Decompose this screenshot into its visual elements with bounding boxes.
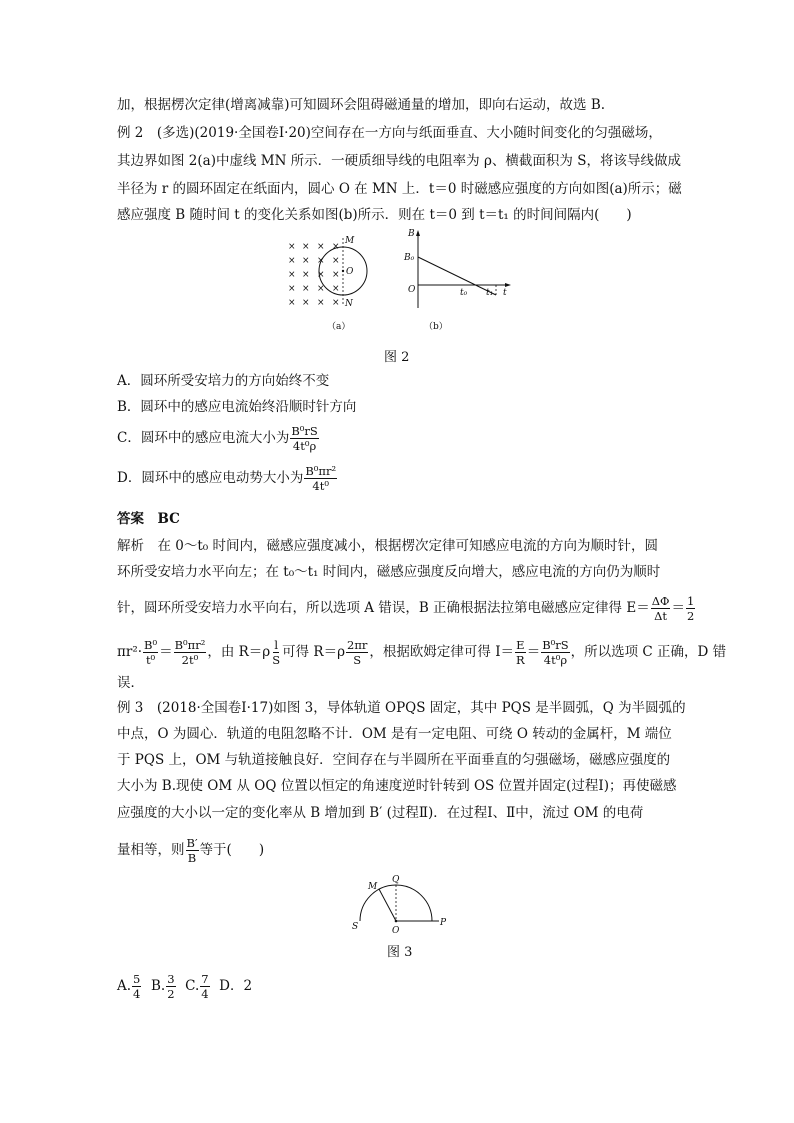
analysis-line-3 bbox=[117, 594, 696, 623]
cross-mark: × bbox=[288, 256, 296, 266]
label-m: M bbox=[368, 882, 378, 892]
fraction bbox=[143, 638, 158, 667]
cross-mark: × bbox=[288, 270, 296, 280]
option-a-fraction bbox=[132, 972, 141, 1001]
label-n: N bbox=[345, 299, 353, 309]
cross-mark: × bbox=[317, 284, 325, 294]
cross-mark: × bbox=[302, 284, 310, 294]
caption-a: （a） bbox=[327, 322, 351, 332]
example3-line-5: 应强度的大小以一定的变化率从 B 增加到 B′ (过程Ⅱ)．在过程Ⅰ、Ⅱ中，流过 OM 的电荷 bbox=[117, 805, 644, 821]
cross-mark: × bbox=[332, 298, 340, 308]
option-b-label: B. bbox=[150, 978, 166, 994]
example3-line-6 bbox=[117, 836, 264, 865]
option-d bbox=[117, 464, 338, 493]
frac-num: E bbox=[516, 638, 525, 652]
example2-line-4: 感应强度 B 随时间 t 的变化关系如图(b)所示．则在 t＝0 到 t＝t₁ 的时间间隔内( ) bbox=[117, 207, 632, 223]
frac-den: 2t⁰ bbox=[181, 653, 199, 667]
fraction bbox=[271, 638, 281, 667]
label-t0: t₀ bbox=[460, 288, 468, 298]
option-c bbox=[117, 424, 320, 453]
analysis-line-1: 解析 在 0～t₀ 时间内，磁感应强度减小，根据楞次定律可知感应电流的方向为顺时针，圆 bbox=[117, 538, 659, 554]
option-d-text: D．圆环中的感应电动势大小为 bbox=[117, 470, 304, 486]
fraction bbox=[174, 638, 207, 667]
b-axis-arrow bbox=[416, 230, 420, 236]
frac-num: 3 bbox=[167, 972, 175, 986]
figure-3-caption: 图 3 bbox=[387, 945, 413, 960]
example3-line-4: 大小为 B.现使 OM 从 OQ 位置以恒定的角速度逆时针转到 OS 位置并固定(过程Ⅰ)；再使磁感 bbox=[117, 778, 677, 794]
cross-mark: × bbox=[332, 284, 340, 294]
example3-text: 量相等，则 bbox=[117, 842, 185, 858]
fraction bbox=[515, 638, 526, 667]
frac-num: B′ bbox=[186, 836, 198, 850]
frac-num: B⁰rS bbox=[291, 424, 318, 438]
frac-den: 4 bbox=[201, 987, 209, 1001]
analysis-line-4 bbox=[117, 638, 726, 667]
cross-mark: × bbox=[288, 284, 296, 294]
intro-line: 加，根据楞次定律(增离减靠)可知圆环会阻碍磁通量的增加，即向右运动，故选 B. bbox=[117, 97, 606, 113]
option-a-label: A. bbox=[117, 978, 132, 994]
answer-line: 答案 BC bbox=[117, 511, 180, 527]
frac-num: 7 bbox=[201, 972, 209, 986]
b-t-line bbox=[418, 257, 496, 295]
analysis-text: ，所以选项 C 正确，D 错 bbox=[570, 644, 727, 660]
t-axis-arrow bbox=[505, 283, 511, 287]
fraction-flux-over-time bbox=[651, 594, 671, 623]
cross-mark: × bbox=[317, 242, 325, 252]
figure-2-caption: 图 2 bbox=[384, 350, 410, 365]
fraction bbox=[346, 638, 368, 667]
frac-den: R bbox=[516, 653, 525, 667]
figure-3-diagram bbox=[350, 868, 450, 936]
analysis-line-2: 环所受安培力水平向左；在 t₀～t₁ 时间内，磁感应强度反向增大，感应电流的方向仍为顺时 bbox=[117, 564, 661, 580]
label-t1: t₁ bbox=[486, 288, 494, 298]
frac-num: 5 bbox=[133, 972, 141, 986]
label-m: M bbox=[345, 236, 355, 246]
analysis-text: 可得 R＝ρ bbox=[282, 644, 346, 660]
frac-num: 2πr bbox=[347, 638, 368, 652]
label-p: P bbox=[440, 918, 447, 928]
frac-num: 1 bbox=[686, 594, 695, 608]
rod-om bbox=[379, 889, 396, 921]
frac-den: 4t⁰ρ bbox=[292, 439, 317, 453]
frac-den: 4 bbox=[133, 987, 141, 1001]
caption-b: （b） bbox=[424, 322, 448, 332]
figure-2b-graph bbox=[398, 226, 518, 338]
cross-mark: × bbox=[288, 298, 296, 308]
frac-num: l bbox=[274, 638, 279, 652]
label-q: Q bbox=[392, 875, 400, 885]
analysis-text: πr²· bbox=[117, 644, 143, 660]
label-b0: B₀ bbox=[404, 253, 415, 263]
analysis-text: ，根据欧姆定律可得 I＝ bbox=[369, 644, 515, 660]
example3-line-3: 于 PQS 上，OM 与轨道接触良好．空间存在与半圆所在平面垂直的匀强磁场，磁感应强度的 bbox=[117, 752, 671, 768]
figure-2a-diagram bbox=[280, 230, 390, 340]
field-crosses bbox=[288, 242, 340, 308]
frac-den: Δt bbox=[654, 609, 668, 623]
analysis-text: ＝ bbox=[159, 644, 173, 660]
cross-mark: × bbox=[302, 256, 310, 266]
cross-mark: × bbox=[317, 298, 325, 308]
frac-num: B⁰ bbox=[144, 638, 158, 652]
label-s: S bbox=[352, 922, 359, 932]
label-o: O bbox=[408, 285, 416, 295]
label-o: O bbox=[392, 926, 400, 936]
analysis-line-5: 误． bbox=[117, 675, 144, 691]
option-d-text: D．2 bbox=[219, 978, 253, 994]
fraction-b-prime-over-b bbox=[186, 836, 199, 865]
example2-line-1: 例 2 (多选)(2019·全国卷Ⅰ·20)空间存在一方向与纸面垂直、大小随时间变化的匀强磁场， bbox=[117, 125, 662, 141]
cross-mark: × bbox=[302, 270, 310, 280]
fraction-one-half bbox=[686, 594, 695, 623]
frac-num: ΔΦ bbox=[651, 594, 670, 608]
equals-sign: ＝ bbox=[671, 600, 685, 616]
example3-line-1: 例 3 (2018·全国卷Ⅰ·17)如图 3，导体轨道 OPQS 固定，其中 PQS 是半圆弧，Q 为半圆弧的 bbox=[117, 700, 686, 716]
frac-den: 2 bbox=[167, 987, 175, 1001]
cross-mark: × bbox=[317, 270, 325, 280]
label-o: O bbox=[346, 267, 354, 277]
cross-mark: × bbox=[288, 242, 296, 252]
option-a: A．圆环所受安培力的方向始终不变 bbox=[117, 373, 330, 389]
option-c-text: C．圆环中的感应电流大小为 bbox=[117, 430, 290, 446]
frac-den: B bbox=[187, 851, 197, 865]
frac-num: B⁰πr² bbox=[305, 464, 337, 478]
frac-den: t⁰ bbox=[145, 653, 156, 667]
label-t: t bbox=[503, 288, 507, 298]
option-b: B．圆环中的感应电流始终沿顺时针方向 bbox=[117, 399, 357, 415]
frac-num: B⁰πr² bbox=[174, 638, 206, 652]
pivot-o bbox=[395, 920, 398, 923]
option-c-fraction bbox=[200, 972, 209, 1001]
example3-options bbox=[117, 972, 252, 1001]
example3-text: 等于( ) bbox=[199, 842, 265, 858]
example2-line-2: 其边界如图 2(a)中虚线 MN 所示．一硬质细导线的电阻率为 ρ、横截面积为 S，将该导线做成 bbox=[117, 153, 681, 169]
cross-mark: × bbox=[317, 256, 325, 266]
option-c-label: C. bbox=[185, 978, 200, 994]
cross-mark: × bbox=[332, 242, 340, 252]
cross-mark: × bbox=[332, 256, 340, 266]
option-c-fraction bbox=[290, 424, 318, 453]
label-b: B bbox=[408, 229, 415, 239]
frac-den: 4t⁰ bbox=[312, 479, 329, 493]
frac-den: S bbox=[353, 653, 362, 667]
option-d-fraction bbox=[304, 464, 337, 493]
example3-line-2: 中点，O 为圆心．轨道的电阻忽略不计．OM 是有一定电阻、可绕 O 转动的金属杆，M 端位 bbox=[117, 726, 672, 742]
cross-mark: × bbox=[302, 298, 310, 308]
frac-den: S bbox=[272, 653, 281, 667]
example2-line-3: 半径为 r 的圆环固定在纸面内，圆心 O 在 MN 上．t＝0 时磁感应强度的方向如图(a)所示；磁 bbox=[117, 181, 682, 197]
frac-num: B⁰rS bbox=[542, 638, 569, 652]
frac-den: 2 bbox=[686, 609, 695, 623]
analysis-text: 针，圆环所受安培力水平向右，所以选项 A 错误，B 正确根据法拉第电磁感应定律得 E＝ bbox=[117, 600, 650, 616]
center-dot bbox=[342, 270, 344, 272]
analysis-text: ＝ bbox=[526, 644, 541, 660]
frac-den: 4t⁰ρ bbox=[543, 653, 568, 667]
fraction bbox=[541, 638, 569, 667]
cross-mark: × bbox=[302, 242, 310, 252]
cross-mark: × bbox=[332, 270, 340, 280]
analysis-text: ，由 R＝ρ bbox=[207, 644, 271, 660]
option-b-fraction bbox=[166, 972, 175, 1001]
